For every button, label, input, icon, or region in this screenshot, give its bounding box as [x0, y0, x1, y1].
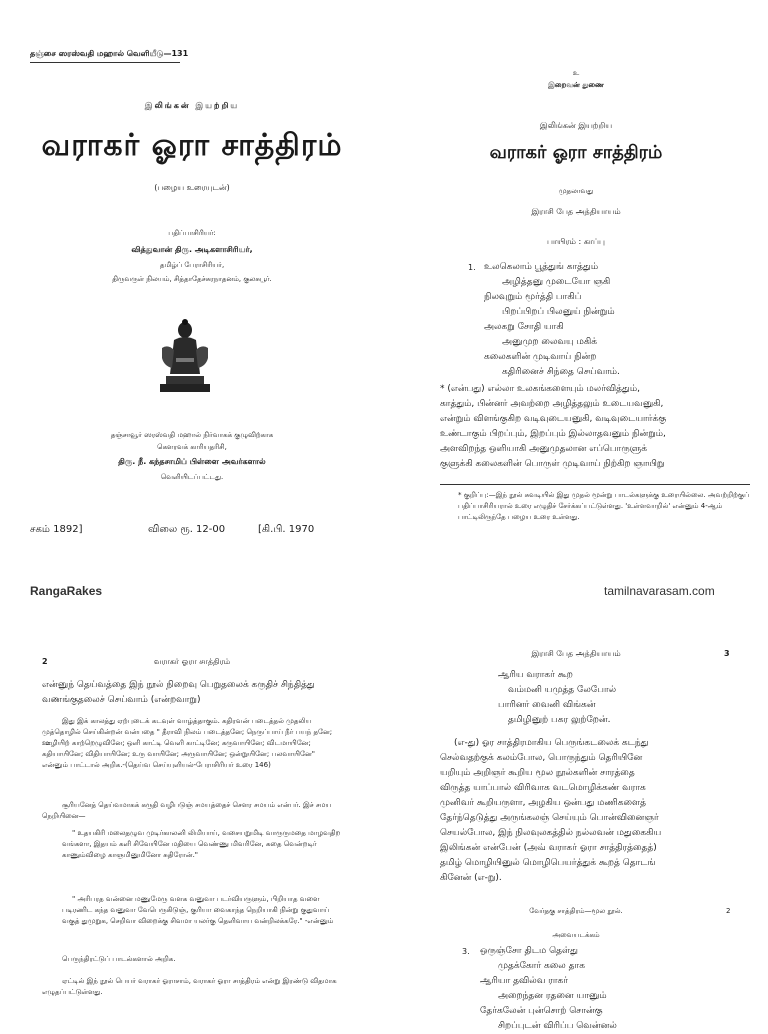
editor-role: தமிழ்ப் பேராசிரியர்,	[159, 261, 225, 269]
commentary-2-block	[440, 736, 760, 886]
verse-line: ஆரிய வராகர் கூற	[498, 670, 573, 680]
commentary-line: முனிவர் கூறியருளா, அழகிய ஒன்பது மணிகளைத்	[440, 798, 647, 808]
commentary-block	[440, 382, 760, 472]
book-title-right: வராகர் ஓரா சாத்திரம்	[489, 142, 663, 163]
verse-number: 1.	[468, 263, 476, 272]
top-right-page	[384, 0, 768, 580]
watermark-left: RangaRakes	[30, 584, 103, 598]
book-subtitle: (பழைய உரையுடன்)	[154, 183, 230, 192]
page-number-right: 3	[724, 649, 730, 658]
commentary-line: இலிங்கன் என்பேன் (அவ் வராகர் ஓரா சாத்திரத்தைத்)	[440, 843, 657, 853]
section-title: அவையடக்கம்	[552, 931, 600, 939]
commentary-line: என்றும் விளங்குகிற வடிவுடையனுகி, வடிவுடையார்க்கு	[440, 414, 667, 424]
verse-line: அனுமுற லைவயு மகிக்	[502, 337, 597, 347]
verse-2-block	[498, 668, 718, 728]
quote-2-tail: பெருந்திரட்டுப் பாடல்களால் அறிக.	[62, 955, 176, 963]
publisher-name: திரு. நீ. கந்தசாமிப் பிள்ளை அவர்களால்	[118, 457, 266, 466]
verse-line: கதிரினைச் சிந்தை செய்வாம்.	[502, 367, 620, 377]
verse-line: முதக்கோர் கலை தாக	[498, 961, 585, 971]
section-label: முதலாவது	[558, 187, 594, 195]
verse-line: நிலவுறும் மூர்த்தி பாகிப்	[484, 292, 582, 302]
publisher-line2: கௌரவக் காரியதரிசி,	[157, 443, 227, 451]
verse-line: பிறப்பிறப் பிலனுய் நின்றும்	[502, 307, 615, 317]
running-head-right: இராசி பேத அத்தியாயம்	[531, 649, 621, 658]
section-marker-num: 2	[726, 907, 731, 915]
chapter-title: இராசி பேத அத்தியாயம்	[531, 207, 621, 216]
editor-place: திருவருள் நிலயம், சித்தாதேச்சுரநாதனம், குலசுபூர்.	[112, 275, 272, 283]
verse-line: தமிழினுற் பகர லுற்றேன்.	[508, 715, 611, 725]
invocation: இறைவன் துணை	[548, 81, 604, 89]
year-ad: [கி.பி. 1970	[258, 524, 315, 535]
commentary-line: குளுக்கி கலைகளின் பொருள் முடிவாய் நிற்கிற ஞாயிறு	[440, 459, 665, 469]
verse-line: கலைகளின் முடிவாய் நின்ற	[484, 352, 597, 362]
para-4: ஏட்டில் இந் நூல் பெயர் வராகர் ஓராசாம், வராகர் ஓரா சாத்திரம் என்று இரண்டு விதமாக எழுதப்பட்டுள்ளது.	[42, 977, 337, 996]
para-1: என்னுந் தெய்வத்தை இந் நூல் நிறைவு பெறுதலைக் கருதிச் சிந்தித்து வணங்குதலைச் செய்வாம் (என்றவாறு)	[42, 680, 315, 705]
commentary-line: (எ-து) ஓர சாத்திரமாகிய பெருங்கடலைக் கடந்து	[454, 738, 649, 748]
quote-2: " அரிபரத வன்னை மணுமேரு வளக வனுவா படர்வியருளும், பிறியாத வளை படிரணிட கந்த வனுவா வேபெருகிடுஞ், குரியா வைகாந்த நெறியாகி நின்று குதுவாய் வகுத் துமுறுக, செறிவா விறைக்கு சிவமா யலர்கு தெளிவாய வன்றிலக்கரே." -என்னும்	[62, 895, 334, 925]
commentary-line: * (என்பது) எல்லா உலகங்களையும் மலர்வித்தும்,	[440, 384, 640, 394]
bottom-left-page	[0, 640, 384, 1024]
commentary-line: கினேன் (எ-று).	[440, 873, 502, 883]
commentary-line: செயல்போல, இந் நிலவுலகத்தில் நல்லவன் மதுகைகிய	[440, 828, 662, 838]
bottom-right-page	[384, 640, 768, 1031]
verse-line: உலகெலாம் பூத்துங் காத்தும்	[484, 262, 599, 272]
publisher-line1: தஞ்சாவூர் ஸரஸ்வதி மஹால் நிர்வாகக் குழுவிற்காக	[110, 431, 274, 439]
commentary-line: தமிழ் மொழியினுல் மொழிபெயர்த்துக் கூறத் தொடங்	[440, 858, 656, 868]
saraswati-emblem-icon	[154, 318, 216, 396]
price: விலை ரூ. 12-00	[148, 524, 226, 535]
para-2: இது இக் காலத்து ஏற்புடைக் கடவுள் வாழ்த்தாகும். கதிரவன் படைத்தல் முதலிய முத்தொழில் செய்கின்றன் வன்பதை " தீராவி நிலம் படைத்தனே; நெருப்பாய் நீர் பயந் தனே; ஊழியிற் காற்றெழுவினே; ஒளி காட்டி வெளி காட்டினே; கருவாயினே; விடமாயினே; கதியாயினே; விதியாயினே; உரு வாயினே; அருவாயினே; ஒன்றுயினே; பலவாயினே" என்னும் பாட்டால் அறிக.-(தெய்வ செய்யுளியல்-பேராசிரியர் உரை 146)	[42, 717, 333, 769]
page-mark: உ	[572, 69, 580, 77]
author-line: இலிங்கன் இயற்றிய	[144, 101, 240, 110]
quote-1: " உதயகிரி மலைதழுவ முடிர்காலனி லிமியாய், வசையறுமிடி வாருருமதை மாழவதிற வங்களா, இதயம் களி சிவேயினே மதியை வெண்ணு மிவரினே, கதை வென்றடிர் காணும்விழை காஞமினுமினோ சுதிரோன்."	[62, 829, 341, 859]
author-line-right: இலிங்கன் இயற்றிய	[539, 121, 613, 130]
commentary-line: யறியும் அறிஞர் கூறிய மூல நூல்களின் சாரத்தை	[440, 768, 635, 778]
commentary-line: தேர்ந்தெடுத்து அருங்கலஞ் செய்யும் பொன்வினைஞர்	[440, 813, 659, 823]
verse-line: வம்மனி யமுத்த லேபோல்	[508, 685, 617, 695]
verse-line: ஒருஞ்சோ திடம தெள்து	[480, 946, 578, 956]
commentary-line: காத்தும், பின்னர் அவற்றை அழித்தலும் உடையவனுகி,	[440, 399, 664, 409]
verse-line: அலகறு சோதி யாகி	[484, 322, 564, 332]
running-head-left: வராகர் ஓரா சாத்திரம்	[153, 657, 231, 666]
book-title: வராகர் ஓரா சாத்திரம்	[41, 128, 343, 163]
series-rule	[30, 62, 180, 63]
para-3: சூரியனேத் தெய்வமாகக் கருதி வழிபடுஞ் சமயத்தைச் சௌர சமயம் என்பர். இச் சமய நெறியினை—	[42, 801, 332, 820]
verse-line: அழித்தனு முடையோ ஞகி	[502, 277, 611, 287]
verse-block	[484, 260, 724, 380]
editor-label: பதிப்பாசிரியர்:	[168, 229, 216, 237]
page-number-left: 2	[42, 657, 48, 666]
commentary-line: விருத்த யாப்பால் விரிவாக வடமொழிக்கண் வராக	[440, 783, 646, 793]
top-left-page	[0, 0, 384, 580]
footnote: * குறிப்பு:—இந் நூல் சுவடியில் இது முதல் மூன்று பாடல்களுக்கு உரையில்லை. அவற்றிற்குப் பதிப்பாசிரியரால் உரை எழுதிச் சேர்க்கப்பட்டுள்ளது. 'உள்ளவாறில்' என்னும் 4-ஆம் பாட்டிலிருந்தே பழைய உரை உள்ளது.	[458, 491, 750, 521]
publisher-line3: வெளியிடப்பட்டது.	[160, 473, 224, 481]
watermark-right: tamilnavarasam.com	[604, 584, 715, 598]
verse-line: பாரினர் வைனி விங்கன்	[498, 700, 596, 710]
editor-name: வித்துவான் திரு. அடிகளாசிரியர்,	[131, 245, 253, 254]
payiram-heading: பாயிரம் : காப்பு	[547, 237, 605, 246]
verse-line: ஆரியா தவில்வ ராகர்	[480, 976, 568, 986]
verse-line: தேர்கலேன் புன்சொற் சொன்கு	[480, 1006, 603, 1016]
commentary-line: அளவிறந்த ஒளியாகி அனுமுதலான எப்பொருளுக்	[440, 444, 648, 454]
verse-line: அறைந்தன ரதனை யானும்	[498, 991, 607, 1001]
verse-3-number: 3.	[462, 947, 470, 956]
footnote-rule	[440, 484, 750, 485]
section-marker: வேர்தகு சாத்திரம்—மூல நூல்.	[529, 907, 623, 915]
series-line: தஞ்சை ஸரஸ்வதி மஹால் வெளியீடு—131	[30, 49, 189, 58]
verse-3-block	[480, 944, 720, 1034]
year-saka: சகம் 1892]	[30, 524, 83, 535]
commentary-line: உண்டாகும் பிறப்பும், இறப்பும் இல்லாதவனும் நின்றும்,	[440, 429, 666, 439]
commentary-line: செல்வதற்குக் கலம்போல, பொருந்தும் தெரியினே	[440, 753, 643, 763]
verse-line: சிறப்புடன் விரிப்ப வென்னல்	[498, 1021, 617, 1031]
